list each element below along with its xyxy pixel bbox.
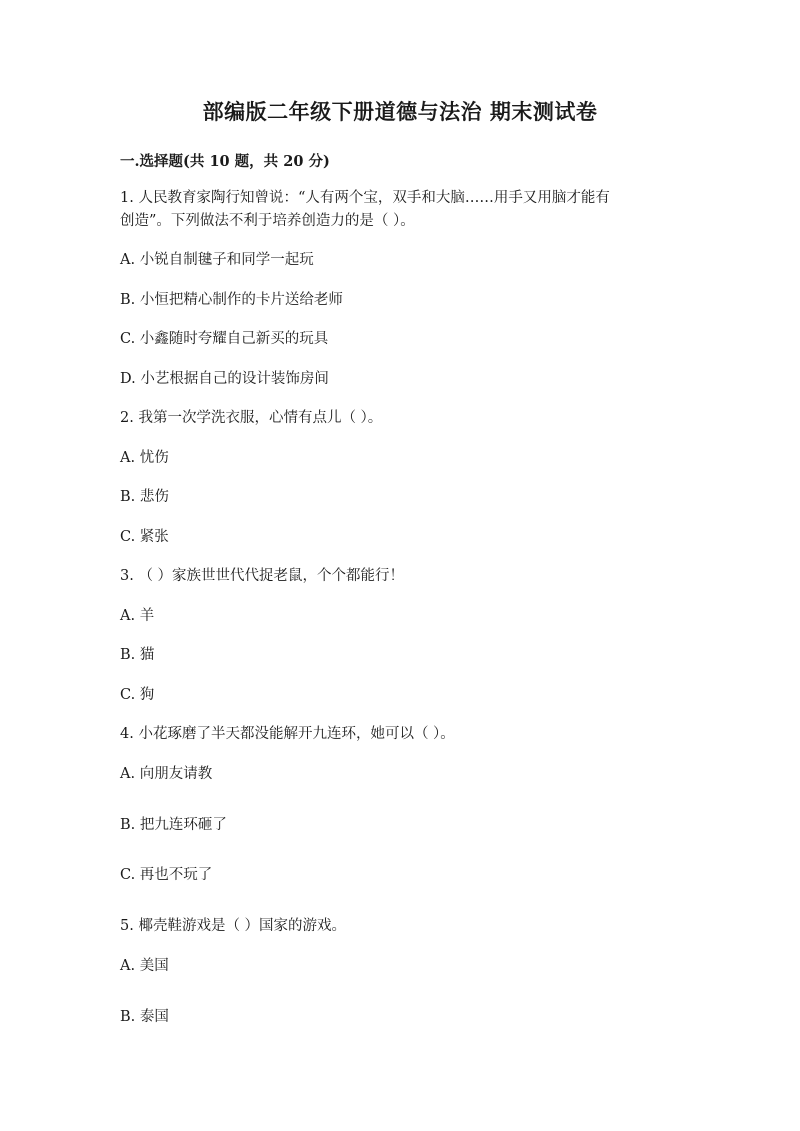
question-1-option-b: B. 小恒把精心制作的卡片送给老师 [120,292,343,308]
question-3-option-c: C. 狗 [120,687,155,703]
question-1-option-c: C. 小鑫随时夸耀自己新买的玩具 [120,331,329,347]
question-3-option-a: A. 羊 [120,608,155,624]
question-4-option-c: C. 再也不玩了 [120,867,213,883]
question-1-stem-line-2: 创造”。下列做法不利于培养创造力的是（ ）。 [120,213,415,229]
question-4-option-b: B. 把九连环砸了 [120,817,227,833]
section-heading: 一.选择题(共 10 题，共 20 分) [120,153,330,170]
question-2-option-a: A. 忧伤 [120,450,169,466]
question-5-option-a: A. 美国 [120,958,169,974]
question-4-option-a: A. 向朋友请教 [120,766,213,782]
question-2-option-b: B. 悲伤 [120,489,169,505]
question-1-stem-line-1: 1. 人民教育家陶行知曾说：“人有两个宝，双手和大脑……用手又用脑才能有 [120,190,610,206]
question-2-stem: 2. 我第一次学洗衣服，心情有点儿（ ）。 [120,410,383,426]
question-2-option-c: C. 紧张 [120,529,169,545]
question-1-option-a: A. 小锐自制毽子和同学一起玩 [120,252,314,268]
question-3-stem: 3. （ ）家族世世代代捉老鼠，个个都能行！ [120,568,405,584]
question-5-stem: 5. 椰壳鞋游戏是（ ）国家的游戏。 [120,918,347,934]
page-title: 部编版二年级下册道德与法治 期末测试卷 [202,99,598,124]
question-1-option-d: D. 小艺根据自己的设计装饰房间 [120,371,329,387]
question-4-stem: 4. 小花琢磨了半天都没能解开九连环，她可以（ ）。 [120,726,455,742]
question-5-option-b: B. 泰国 [120,1009,169,1025]
question-3-option-b: B. 猫 [120,647,155,663]
